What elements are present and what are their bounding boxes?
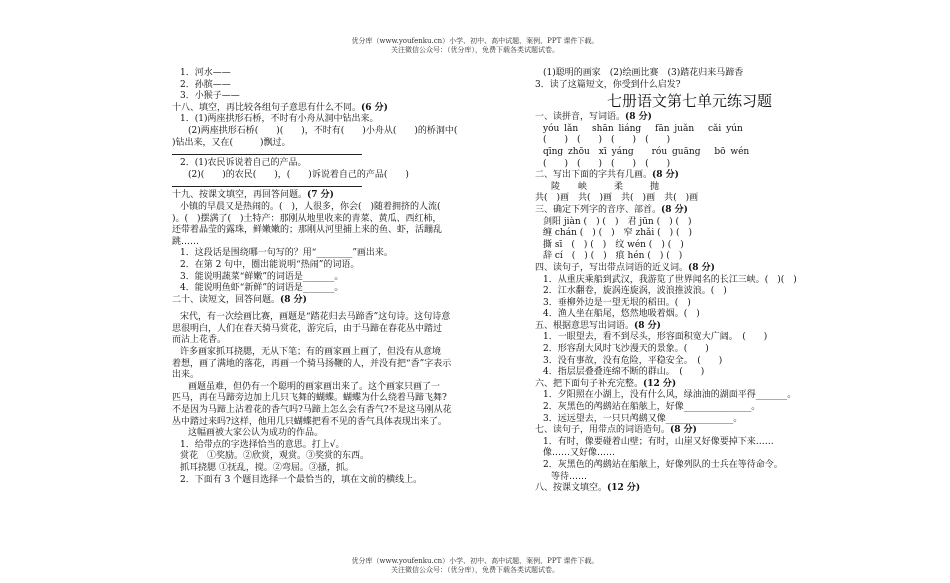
question-line: 2．下面有 3 个题目选择一个最恰当的，填在文前的横线上。 xyxy=(180,474,423,485)
section-4-score: (8 分) xyxy=(688,262,715,273)
writing-line[interactable] xyxy=(172,182,362,187)
sentence-line: 1．(1)两座拱形石桥，不时有小舟从洞中钻出来。 xyxy=(180,114,379,125)
section-18-score: (6 分) xyxy=(361,102,388,113)
section-6-heading: 六、把下面句子补充完整。(12 分) xyxy=(535,378,677,389)
section-7-score: (8 分) xyxy=(670,425,697,436)
question-line: 2．灰黑色的鸬鹚站在船舷上，好像_______________。 xyxy=(543,402,761,413)
section-8-score: (12 分) xyxy=(607,483,641,494)
section-4-heading: 四、读句子，写出带点词语的近义词。(8 分) xyxy=(535,262,715,273)
passage-line: 出来。 xyxy=(172,370,200,381)
passage-line: 跳…… xyxy=(172,236,200,247)
passage-line: 匹马，再在马蹄旁边加上几只飞舞的蝴蝶。蝴蝶为什么绕着马蹄飞舞? xyxy=(172,393,447,404)
question-line: 4．能说明鱼虾“新鲜”的词语是_______。 xyxy=(180,283,344,294)
question-line: 1．这段话是围绕哪一句写的？用“________”画出来。 xyxy=(180,248,393,259)
passage-line: 还带着晶莹的露珠，鲜嫩嫩的；那刚从河里捕上来的鱼、虾，活蹦乱 xyxy=(172,225,443,236)
question-line: 1．从重庆乘船到武汉，我游览了世界闻名的长江三峡。( )( ) xyxy=(543,274,797,285)
passage-line: 这幅画被大家公认为成功的作品。 xyxy=(188,428,324,439)
header-line-2: 关注微信公众号：（优分库），免费下载各类试题试卷。 xyxy=(391,46,559,54)
question-line: 3．能说明蔬菜“鲜嫩”的词语是_______。 xyxy=(180,271,344,282)
section-19-heading: 十九、按课文填空，再回答问题。(7 分) xyxy=(172,190,334,201)
character-line: 陵 峡 柔 抛 xyxy=(551,181,660,192)
page-header xyxy=(0,37,950,55)
question-line: 2．形容刮大风时飞沙漫天的景象。( ) xyxy=(543,344,709,355)
question-line: 3．远远望去，一只只鸬鹚又像_______________。 xyxy=(543,413,743,424)
fill-blank-line: )钻出来，又在( )飘过。 xyxy=(172,137,291,148)
question-line: 2．江水翻卷，旋涡连旋涡，波浪推波浪。( ) xyxy=(543,286,727,297)
section-3-score: (8 分) xyxy=(661,204,688,215)
writing-line[interactable] xyxy=(172,150,362,155)
option-line: 抓耳挠腮 ①抚乱，搅。②弯屈。③搔，抓。 xyxy=(180,463,354,473)
question-line: 3．垂柳外边是一望无垠的稻田。( ) xyxy=(543,297,691,308)
answer-line: 2．孙膑—— xyxy=(180,79,231,90)
character-line: 辞 cí ( ) ( ) 痕 hén ( ) ( ) xyxy=(543,251,683,262)
question-line: 4．指层层叠叠连绵不断的群山。 ( ) xyxy=(543,367,705,378)
section-8-heading: 八、按课文填空。(12 分) xyxy=(535,483,641,494)
passage-line: 思很明白，人们在春天骑马赏花，游完后，由于马蹄在春花丛中踏过 xyxy=(172,323,443,334)
page-footer xyxy=(0,557,950,575)
passage-line: 画题虽难，但仍有一个聪明的画家画出来了。这个画家只画了一 xyxy=(188,381,441,392)
header-line-1: 优分库（www.youfenku.cn）小学、初中、高中试题、案例、PPT 课件下载。 xyxy=(351,37,599,45)
passage-line: 小镇的早晨又是热闹的。( )，人很多，你会( )随着拥挤的人流( xyxy=(180,201,441,212)
section-3-heading: 三、确定下列字的音序、部首。(8 分) xyxy=(535,204,688,215)
question-line: 2．在第 2 句中，圈出能说明“热闹”的词语。 xyxy=(180,259,360,270)
footer-line-1: 优分库（www.youfenku.cn）小学、初中、高中试题、案例、PPT 课件下载。 xyxy=(351,557,599,565)
pinyin-line: qīng zhōu xī yáng róu guāng bō wén xyxy=(543,146,750,157)
question-line: 1．一眼望去，看不到尽头，形容面积宽大广阔。 ( ) xyxy=(543,332,768,343)
section-2-heading: 二、写出下面的字共有几画。(8 分) xyxy=(535,170,679,181)
section-7-heading: 七、读句子，用带点的词语造句。(8 分) xyxy=(535,425,697,436)
passage-line: 着想，画了满地的落花，再画一个骑马扬鞭的人，并没有把“香”字表示 xyxy=(172,358,452,369)
section-6-score: (12 分) xyxy=(643,378,677,389)
passage-line: 而沾上花香。 xyxy=(172,335,227,346)
section-1-score: (8 分) xyxy=(625,112,652,123)
blank-line[interactable]: ( ) ( ) ( ) ( ) xyxy=(543,135,671,146)
character-line: 剑阳 jiàn ( ) ( ) 君 jūn ( ) ( ) xyxy=(543,216,692,227)
question-line: 等待…… xyxy=(551,471,588,482)
question-line: 像……又好像…… xyxy=(543,448,616,459)
section-5-heading: 五、根据意思写出词语。(8 分) xyxy=(535,320,661,331)
section-19-score: (7 分) xyxy=(307,190,334,201)
question-line: 1．夕阳照在小湖上，没有什么风，绿油油的湖面平得_______。 xyxy=(543,390,797,401)
passage-line: )。( )摆满了( )土特产：那刚从地里收来的青菜、黄瓜、西红柿， xyxy=(172,213,442,224)
blank-line[interactable]: 共( )画 共( )画 共( )画 共( )画 xyxy=(535,193,699,204)
section-20-score: (8 分) xyxy=(280,294,307,305)
passage-line: 不是因为马蹄上沾着花的香气吗?马蹄上怎么会有香气?不是这马刚从花 xyxy=(172,405,452,416)
question-line: 2．灰黑色的鸬鹚站在船舷上，好像列队的士兵在等待命令。 xyxy=(543,460,783,470)
option-line: (1)聪明的画家 (2)绘画比赛 (3)踏花归来马蹄香 xyxy=(543,68,744,78)
section-20-heading: 二十、读短文，回答问题。(8 分) xyxy=(172,294,307,305)
question-line: 1．给带点的字选择恰当的意思。打上√。 xyxy=(180,439,345,450)
pinyin-line: yóu lǎn shān liáng fān juǎn cǎi yún xyxy=(543,123,743,134)
blank-line[interactable]: ( ) ( ) ( ) ( ) xyxy=(543,158,671,169)
answer-line: 3．小猴子—— xyxy=(180,91,240,102)
passage-line: 许多画家抓耳挠腮，无从下笔；有的画家画上画了，但没有从意境 xyxy=(180,347,442,358)
footer-line-2: 关注微信公众号：（优分库），免费下载各类试题试卷。 xyxy=(391,566,559,574)
page-title: 七册语文第七单元练习题 xyxy=(607,92,773,111)
right-column xyxy=(535,68,865,495)
question-line: 3．读了这篇短文，你受到什么启发? xyxy=(535,79,681,90)
passage-line: 丛中踏过来吗?这样，他用几只蝴蝶把看不见的香气具体表现出来了。 xyxy=(172,416,447,427)
left-column xyxy=(172,68,512,486)
fill-blank-line: (2)两座拱形石桥( )( )，不时有( )小舟从( )的桥洞中( xyxy=(188,125,458,136)
question-line: 4．渔人坐在船尾，悠然地吸着烟。( ) xyxy=(543,309,700,320)
section-18-heading: 十八、填空，再比较各组句子意思有什么不同。(6 分) xyxy=(172,102,388,113)
fill-blank-line: (2)( )的农民( )，( )诉说着自己的产品( ) xyxy=(188,169,409,180)
section-1-heading: 一、读拼音，写词语。(8 分) xyxy=(535,112,652,123)
passage-line: 宋代，有一次绘画比赛，画题是“踏花归去马蹄香”这句诗。这句诗意 xyxy=(180,312,451,323)
option-line: 赏花 ①奖励。②欣赏，观赏。③奖赏的东西。 xyxy=(180,451,370,462)
answer-line: 1．河水—— xyxy=(180,68,231,78)
question-line: 3．没有事故，没有危险，平稳安全。 ( ) xyxy=(543,355,723,366)
question-line: 1．有时，像要碰着山壁；有时，山崖又好像要掉下来…… xyxy=(543,436,774,447)
character-line: 撕 sī ( ) ( ) 纹 wén ( ) ( ) xyxy=(543,239,684,250)
section-2-score: (8 分) xyxy=(652,170,679,181)
sentence-line: 2．(1)农民诉说着自己的产品。 xyxy=(180,158,307,169)
character-line: 缠 chán ( ) ( ) 窄 zhǎi ( ) ( ) xyxy=(543,228,693,239)
section-5-score: (8 分) xyxy=(634,320,661,331)
